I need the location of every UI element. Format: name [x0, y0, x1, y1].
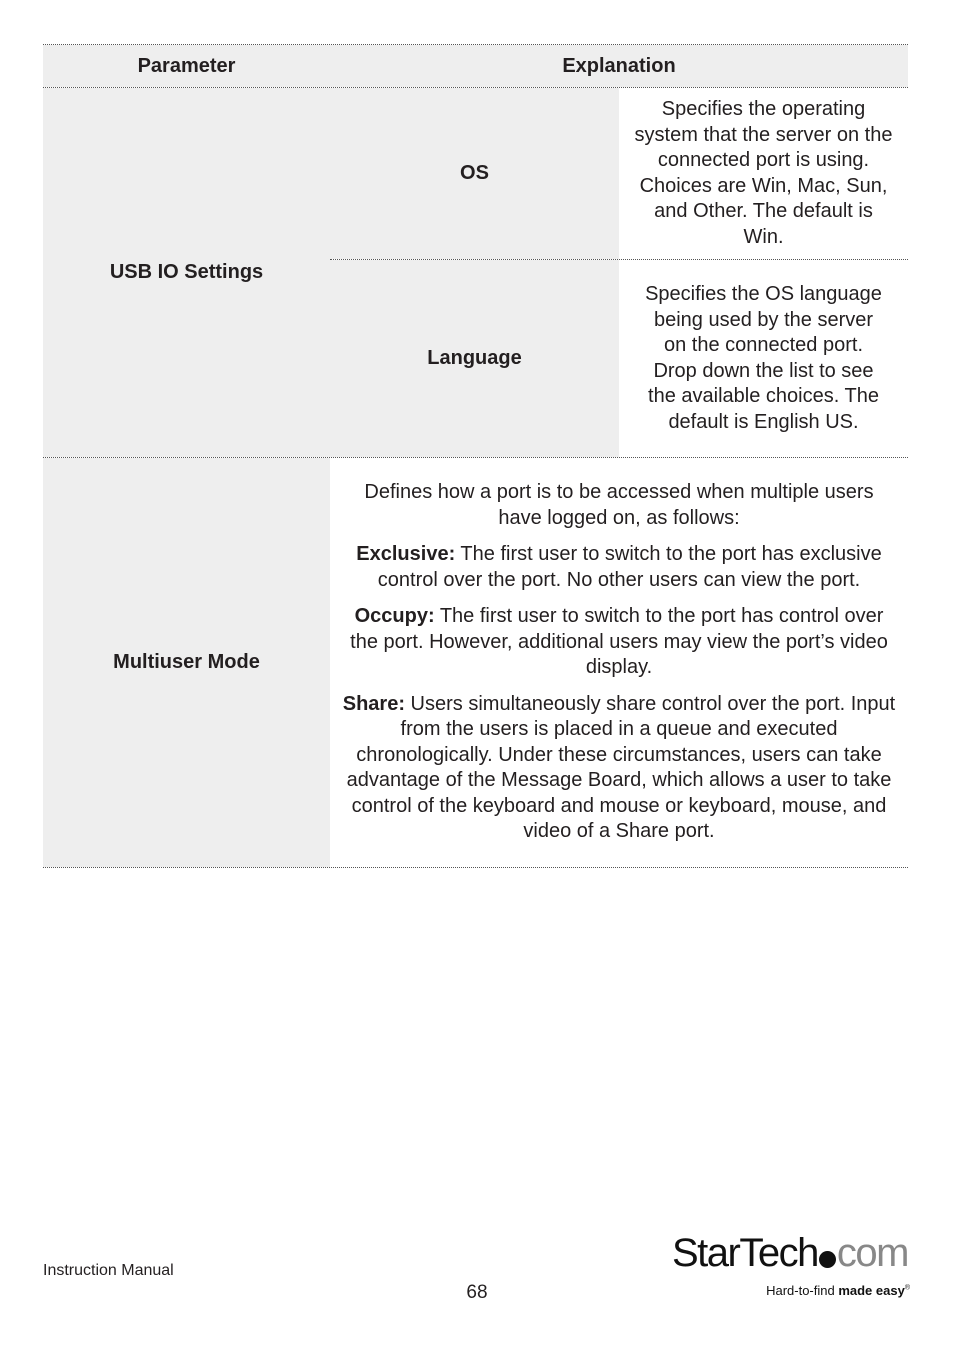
logo-com: com	[836, 1231, 908, 1275]
table-bottom-rule	[43, 867, 908, 868]
multiuser-mode-label: Multiuser Mode	[43, 458, 330, 867]
logo-wordmark	[672, 1231, 908, 1276]
os-label: OS	[330, 88, 619, 259]
share-description	[340, 692, 898, 845]
os-explanation: Specifies the operating system that the server on the connected port is using. Choices are Win, Mac, Sun, and Other. The default is Win.	[634, 98, 893, 248]
logo-tagline	[766, 1283, 910, 1298]
occupy-text: The first user to switch to the port has control over the port. However, additional users may view the port’s video display.	[350, 605, 888, 679]
header-explanation: Explanation	[330, 45, 908, 87]
share-term: Share:	[342, 692, 405, 715]
page-number: 68	[466, 1282, 488, 1303]
registered-mark: ®	[904, 1284, 910, 1292]
multiuser-intro: Defines how a port is to be accessed when multiple users have logged on, as follows:	[364, 481, 874, 529]
exclusive-term: Exclusive:	[356, 543, 456, 566]
logo-dot-icon	[819, 1251, 836, 1268]
tagline-part-1: Hard-to-find	[766, 1283, 839, 1298]
tagline-part-2: made easy	[838, 1283, 905, 1298]
occupy-term: Occupy:	[354, 605, 435, 628]
multiuser-mode-explanation	[330, 458, 908, 867]
exclusive-description	[340, 542, 898, 593]
share-text: Users simultaneously share control over the port. Input from the users is placed in a queue and executed chronologically. Under these circumstances, users can take advantage of the Message Board, which allows a user to take control of the keyboard and mouse or keyboard, mouse, and video of a Share port.	[346, 692, 896, 843]
usb-io-settings-label: USB IO Settings	[43, 88, 330, 457]
language-explanation: Specifies the OS language being used by the server on the connected port. Drop down the list to see the available choices. The default is English US.	[645, 283, 882, 433]
header-parameter: Parameter	[43, 45, 330, 87]
language-label: Language	[330, 260, 619, 457]
occupy-description	[340, 604, 898, 681]
startech-logo	[672, 1231, 912, 1306]
instruction-manual-label: Instruction Manual	[43, 1262, 174, 1279]
logo-brand: StarTech	[672, 1231, 818, 1275]
exclusive-text: The first user to switch to the port has exclusive control over the port. No other users can view the port.	[377, 543, 882, 591]
